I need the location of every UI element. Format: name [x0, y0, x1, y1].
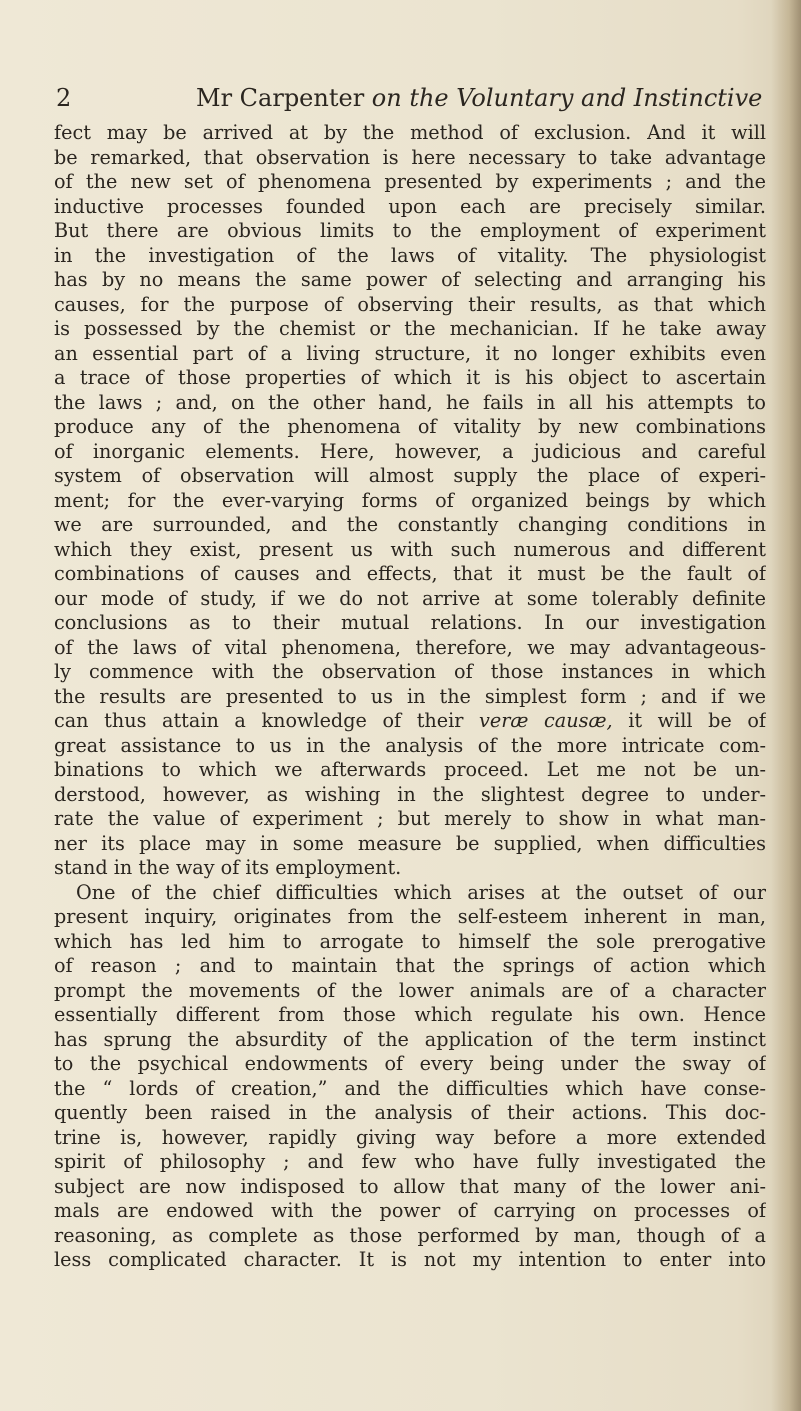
text-line: less complicated character. It is not my intention to enter into	[54, 1248, 766, 1271]
text-line: But there are obvious limits to the employment of experiment	[54, 219, 766, 242]
text-line: One of the chief difficulties which arises at the outset of our	[76, 880, 766, 904]
text-line: of the laws of vital phenomena, therefore, we may advantageous-	[54, 635, 766, 659]
text-line: of inorganic elements. Here, however, a judicious and careful	[54, 439, 766, 463]
text-line: present inquiry, originates from the self-esteem inherent in man,	[54, 905, 766, 928]
text-line: stand in the way of its employment.	[54, 856, 402, 879]
running-head-author: Mr Carpenter	[196, 84, 372, 112]
text-line: the laws ; and, on the other hand, he fails in all his attempts to	[54, 390, 766, 414]
text-line: be remarked, that observation is here necessary to take advantage	[54, 145, 766, 169]
text-line: a trace of those properties of which it is his object to ascertain	[54, 366, 766, 389]
text-line: combinations of causes and effects, that it must be the fault of	[54, 562, 766, 585]
text-line	[54, 709, 766, 734]
text-line: an essential part of a living structure, it no longer exhibits even	[54, 341, 766, 365]
text-line: produce any of the phenomena of vitality by new combinations	[54, 415, 766, 438]
text-line: causes, for the purpose of observing their results, as that which	[54, 292, 766, 316]
italic-term: veræ causæ,	[479, 709, 613, 732]
text-line: has by no means the same power of selecting and arranging his	[54, 268, 766, 291]
text-line: of reason ; and to maintain that the springs of action which	[54, 954, 766, 977]
text-line: to the psychical endowments of every being under the sway of	[54, 1052, 766, 1075]
text-line: essentially different from those which regulate his own. Hence	[54, 1003, 766, 1026]
text-line: of the new set of phenomena presented by experiments ; and the	[54, 170, 766, 193]
text-line: our mode of study, if we do not arrive at some tolerably definite	[54, 586, 766, 610]
text-line: mals are endowed with the power of carrying on processes of	[54, 1199, 766, 1222]
page-header	[56, 84, 763, 120]
text-line: spirit of philosophy ; and few who have fully investigated the	[54, 1150, 766, 1173]
text-segment: it will be of	[612, 709, 766, 732]
text-line: we are surrounded, and the constantly changing conditions in	[54, 513, 766, 536]
text-line: conclusions as to their mutual relations. In our investigation	[54, 611, 766, 634]
text-line: derstood, however, as wishing in the slightest degree to under-	[54, 782, 766, 806]
text-line: prompt the movements of the lower animals are of a character	[54, 978, 766, 1002]
text-line: is possessed by the chemist or the mechanician. If he take away	[54, 317, 766, 340]
running-head-title: on the Voluntary and Instinctive	[371, 84, 763, 112]
text-line: rate the value of experiment ; but merely to show in what man-	[54, 807, 766, 830]
text-line: great assistance to us in the analysis of the more intricate com-	[54, 733, 766, 757]
text-line: binations to which we afterwards proceed. Let me not be un-	[54, 758, 766, 781]
text-line: reasoning, as complete as those performed by man, though of a	[54, 1223, 766, 1247]
text-line: in the investigation of the laws of vitality. The physiologist	[54, 243, 766, 267]
text-line: has sprung the absurdity of the application of the term instinct	[54, 1027, 766, 1051]
text-line: trine is, however, rapidly giving way before a more extended	[54, 1125, 766, 1149]
text-line: inductive processes founded upon each are precisely similar.	[54, 194, 766, 218]
text-line: which they exist, present us with such numerous and different	[54, 537, 766, 561]
text-line: quently been raised in the analysis of their actions. This doc-	[54, 1101, 766, 1124]
text-line: the “ lords of creation,” and the difficulties which have conse-	[54, 1076, 766, 1100]
text-line: which has led him to arrogate to himself the sole prerogative	[54, 929, 766, 953]
running-head	[196, 84, 762, 112]
text-segment: can thus attain a knowledge of their	[54, 709, 480, 732]
text-line: ly commence with the observation of those instances in which	[54, 660, 766, 683]
text-line: fect may be arrived at by the method of exclusion. And it will	[54, 121, 766, 144]
page-edge-shadow	[771, 0, 801, 1411]
text-line: ner its place may in some measure be supplied, when difficulties	[54, 831, 766, 855]
page-number: 2	[56, 84, 72, 112]
text-line: ment; for the ever-varying forms of organized beings by which	[54, 488, 766, 512]
text-line: subject are now indisposed to allow that many of the lower ani-	[54, 1174, 766, 1198]
text-line: the results are presented to us in the simplest form ; and if we	[54, 684, 766, 708]
text-line: system of observation will almost supply the place of experi-	[54, 464, 766, 487]
body-text	[54, 121, 766, 1273]
